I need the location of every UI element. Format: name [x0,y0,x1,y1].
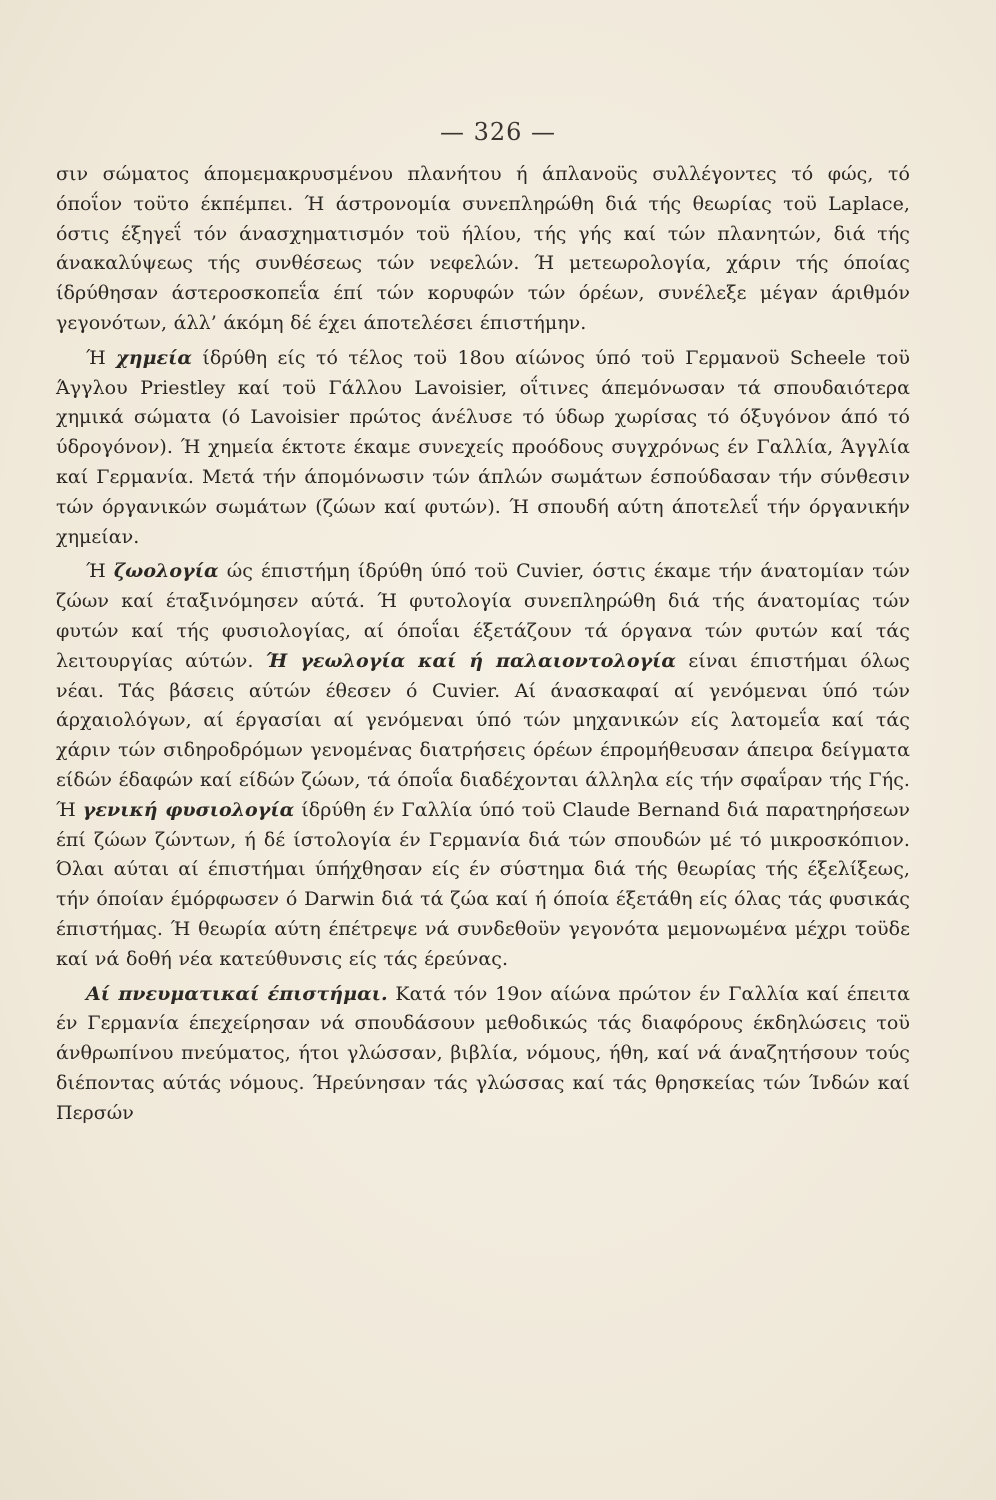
emphasized-term: χημεία [116,346,193,369]
paragraph-text: ίδρύθη είς τό τέλος τοϋ 18ου αίώνος ύπό τοϋ Γερμανοϋ Scheele τοϋ Άγγλου Priestley καί τοϋ Γάλλου Lavoisier, οΐτινες άπεμόνωσαν τά σπουδαιότερα χημικά σώματα (ό Lavoisier πρώτος άνέλυσε τό ύδωρ χωρίσας τό όξυγόνον άπό τό ύδρογόνον). Ή χημεία έκτοτε έκαμε συνεχείς προόδους συγχρόνως έν Γαλλία, Άγγλία καί Γερμανία. Μετά τήν άπομόνωσιν τών άπλών σωμάτων έσπούδασαν τήν σύνθεσιν τών όργανικών σωμάτων (ζώων καί φυτών). Ή σπουδή αύτη άποτελεΐ τήν όργανικήν χημείαν. [56,346,910,548]
emphasized-term: ζωολογία [113,560,219,583]
paragraph-text: σιν σώματος άπομεμακρυσμένου πλανήτου ή άπλανοϋς συλλέγοντες τό φώς, τό όποΐον τοϋτο έκπέμπει. Ή άστρονομία συνεπληρώθη διά τής θεωρίας τοϋ Laplace, όστις έξηγεΐ τόν άνασχηματισμόν τοϋ ήλίου, τής γής καί τών πλανητών, διά τής άνακαλύψεως τής συνθέσεως τών νεφελών. Ή μετεωρολογία, χάριν τής όποίας ίδρύθησαν άστεροσκοπεΐα έπί τών κορυφών τών όρέων, συνέλεξε μέγαν άριθμόν γεγονότων, άλλ’ άκόμη δέ έχει άποτελέσει έπιστήμην. [56,163,910,334]
paragraph-text: ίδρύθη έν Γαλλία ύπό τοϋ Claude Bernand διά παρατηρήσεων έπί ζώων ζώντων, ή δέ ίστολογία έν Γερμανία διά τών σπουδών μέ τό μικροσκόπιον. Όλαι αύται αί έπιστήμαι ύπήχθησαν είς έν σύστημα διά τής θεωρίας τής έξελίξεως, τήν όποίαν έμόρφωσεν ό Darwin διά τά ζώα καί ή όποία έξετάθη είς όλας τάς φυσικάς έπιστήμας. Ή θεωρία αύτη έπέτρεψε νά συνδεθοϋν γεγονότα μεμονωμένα μέχρι τοϋδε καί νά δοθή νέα κατεύθυνσις είς τάς έρεύνας. [56,798,910,970]
paragraph-text: Ή [86,346,117,369]
section-heading: Αί πνευματικαί έπιστήμαι. [86,982,388,1005]
page-number: — 326 — [439,118,557,146]
paragraph-chemistry [56,344,910,553]
paragraph-text: Κατά τόν 19ον αίώνα πρώτον έν Γαλλία καί έπειτα έν Γερμανία έπεχείρησαν νά σπουδάσουν μεθοδικώς τάς διαφόρους έκδηλώσεις τοϋ άνθρωπίνου πνεύματος, ήτοι γλώσσαν, βιβλία, νόμους, ήθη, καί νά άναζητήσουν τούς διέποντας αύτάς νόμους. Ήρεύνησαν τάς γλώσσας καί τάς θρησκείας τών Ίνδών καί Περσών [56,982,910,1124]
body-text [56,160,910,1129]
emphasized-term: γενική φυσιολογία [82,798,295,821]
paragraph-astronomy [56,160,910,339]
paragraph-humanities [56,980,910,1129]
paragraph-text: ώς έπιστήμη ίδρύθη ύπό τοϋ Cuvier, όστις έκαμε τήν άνατομίαν τών ζώων καί έταξινόμησεν αύτά. Ή φυτολογία συνεπληρώθη διά τής άνατομίας τών φυτών καί τής φυσιολογίας, αί όποΐαι έξετάζουν τά όργανα τών φυτών καί τάς λειτουργίας αύτών. [56,560,910,672]
emphasized-term: Ή γεωλογία καί ή παλαιοντολογία [265,649,677,672]
paragraph-zoology [56,557,910,974]
paragraph-text: Ή [86,560,114,583]
paragraph-text: είναι έπιστήμαι όλως νέαι. Τάς βάσεις αύτών έθεσεν ό Cuvier. Αί άνασκαφαί αί γενόμεναι ύπό τών άρχαιολόγων, αί έργασίαι αί γενόμεναι ύπό τών μηχανικών είς λατομεΐα καί τάς χάριν τών σιδηροδρόμων γενομένας διατρήσεις όρέων έπρομήθευσαν άπειρα δείγματα είδών έδαφών καί είδών ζώων, τά όποΐα διαδέχονται άλληλα είς τήν σφαΐραν τής Γής. Ή [56,649,911,821]
